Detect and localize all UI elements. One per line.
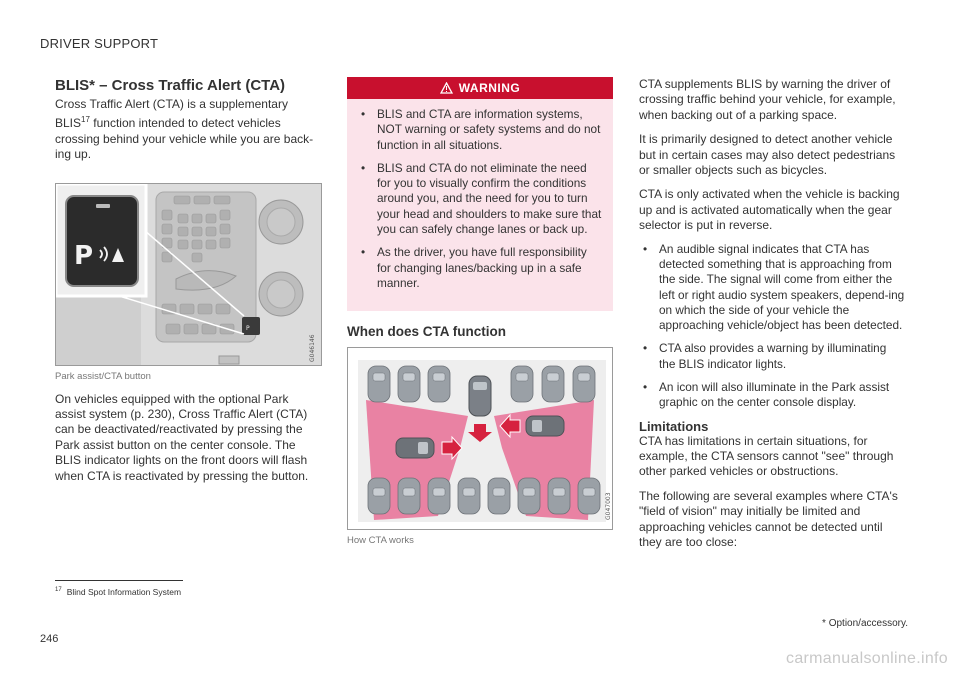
paragraph: It is primarily designed to detect another vehicle but in certain cases may also detect pedestrians or smaller objects such as bicycles. xyxy=(639,132,896,178)
center-console-illustration xyxy=(56,184,322,366)
warning-item: • BLIS and CTA are information systems, NOT warning or safety systems and do not function in all situations. xyxy=(361,107,603,153)
footnote-divider xyxy=(55,580,183,581)
figure-caption: Park assist/CTA button xyxy=(55,370,151,382)
warning-list xyxy=(347,99,613,291)
page-title: BLIS* – Cross Traffic Alert (CTA) xyxy=(55,77,286,94)
footnote-ref: 17 xyxy=(81,115,90,125)
list-item: • CTA also provides a warning by illuminating the BLIS indicator lights. xyxy=(643,341,905,372)
cta-diagram xyxy=(348,348,613,530)
paragraph: The following are several examples where CTA's "field of vision" may initially be limited and approaching vehicles cannot be detected until they are too close: xyxy=(639,488,898,550)
column-middle xyxy=(347,77,613,546)
intro-text-b: function intended to detect vehicles crossing behind your vehicle while you are back-ing up. xyxy=(55,116,314,162)
warning-title: WARNING xyxy=(458,81,521,95)
list-item: • An icon will also illuminate in the Park assist graphic on the center console display. xyxy=(643,380,905,411)
park-assist-figure xyxy=(55,183,322,366)
bullet-list xyxy=(639,242,905,411)
cta-diagram-figure xyxy=(347,347,613,530)
paragraph: CTA is only activated when the vehicle is backing up and is activated automatically when the gear selector is put in reverse. xyxy=(639,187,900,233)
column-right xyxy=(639,77,905,550)
section-header: DRIVER SUPPORT xyxy=(40,36,159,51)
column-left xyxy=(55,77,322,484)
approaching-car-left xyxy=(396,438,434,458)
body-paragraph: On vehicles equipped with the optional Park assist system (p. 230), Cross Traffic Alert (CTA) can be deactivated/reactivated by pressing the Park assist button on the center console. The BLIS indicator lights on the front doors will flash when CTA is reactivated by pressing the button. xyxy=(55,391,309,483)
warning-header xyxy=(347,77,613,99)
warning-item: • As the driver, you have full responsibility for changing lanes/backing up in a safe manner. xyxy=(361,245,603,291)
paragraph: CTA supplements BLIS by warning the driver of crossing traffic behind your vehicle, for example, when backing out of a parking space. xyxy=(639,77,896,122)
list-item: • An audible signal indicates that CTA has detected something that is approaching from the side. The signal will come from either the left or right audio system speakers, depend-ing on which the side of your vehicle the approaching vehicle/object has been detected. xyxy=(643,242,905,334)
svg-text:P: P xyxy=(74,240,94,271)
figure-code: G047003 xyxy=(605,492,612,521)
watermark: carmanualsonline.info xyxy=(786,650,948,667)
section-heading: When does CTA function xyxy=(347,324,506,340)
intro-paragraph xyxy=(55,97,322,163)
warning-box xyxy=(347,77,613,311)
footnote-number: 17 xyxy=(55,587,62,594)
figure-code: G046146 xyxy=(309,334,316,362)
warning-icon xyxy=(440,82,453,94)
intro-text-a: Cross Traffic Alert (CTA) is a supplementary BLIS xyxy=(55,97,288,131)
limitations-heading: Limitations xyxy=(639,418,709,434)
figure-caption: How CTA works xyxy=(347,535,414,547)
warning-item: • BLIS and CTA do not eliminate the need for you to visually confirm the conditions around you, and the need for you to turn your head and shoulders to make sure that you can safely change lanes or back up. xyxy=(361,161,603,237)
footnote-text: Blind Spot Information System xyxy=(66,587,182,597)
page-number: 246 xyxy=(40,633,59,645)
paragraph: CTA has limitations in certain situations, for example, the CTA sensors cannot "see" through other parked vehicles or obstructions. xyxy=(639,433,894,479)
approaching-car-right xyxy=(526,416,564,436)
footnote xyxy=(55,587,181,597)
option-note: * Option/accessory. xyxy=(822,618,908,629)
svg-text:P: P xyxy=(246,324,250,332)
